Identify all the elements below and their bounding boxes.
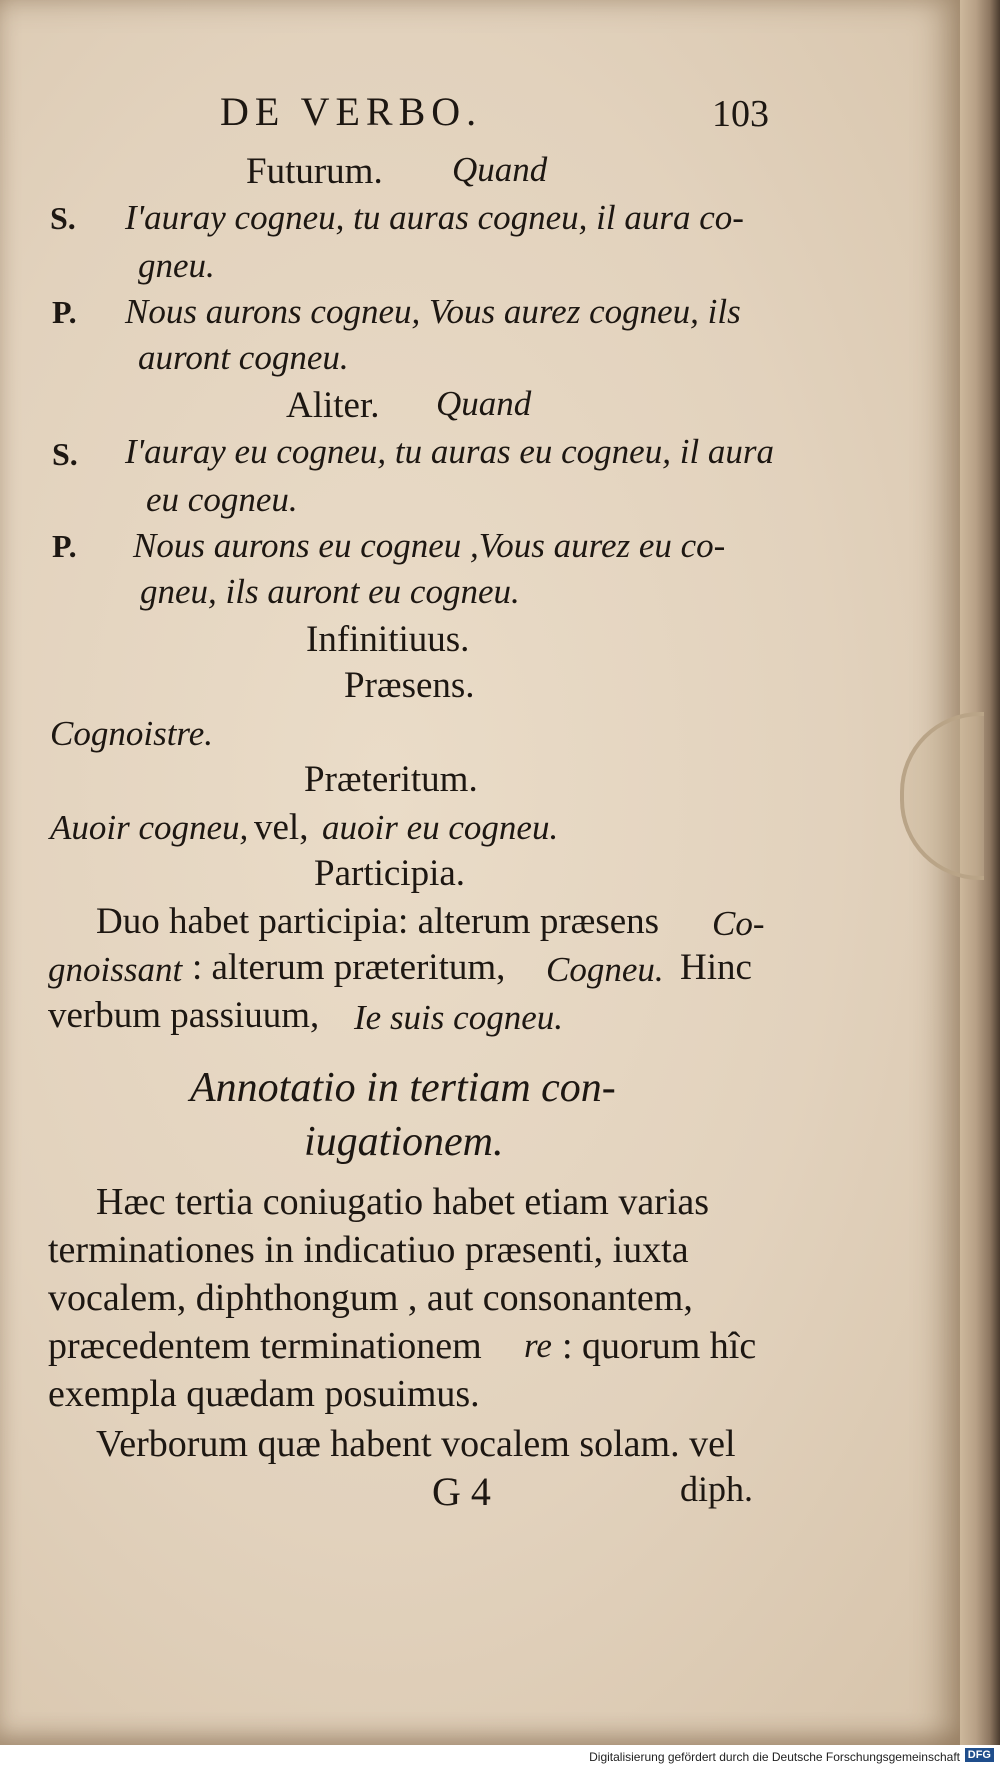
text-line: I'auray eu cogneu, tu auras eu cogneu, il aura	[125, 432, 775, 471]
text-line: terminationes in indicatiuo præsenti, iuxta	[48, 1229, 689, 1271]
text-line: gneu, ils auront eu cogneu.	[140, 572, 520, 611]
text-line: Auoir cogneu,	[50, 808, 249, 847]
text-line: Cognoistre.	[50, 714, 214, 753]
page-number: 103	[712, 93, 769, 135]
running-head: DE VERBO.	[220, 89, 483, 134]
text-line: Hinc	[680, 947, 752, 988]
catchword: diph.	[680, 1469, 754, 1509]
text-line: : alterum præteritum,	[192, 947, 506, 988]
text-line: Nous aurons cogneu, Vous aurez cogneu, ils	[125, 292, 741, 331]
text-line: : quorum hîc	[562, 1325, 757, 1367]
text-line: auoir eu cogneu.	[322, 808, 559, 847]
section-heading: Præsens.	[344, 665, 475, 706]
text-line: vocalem, diphthongum , aut consonantem,	[48, 1277, 693, 1319]
text-line: re	[524, 1326, 552, 1365]
annotation-heading: Annotatio in tertiam con-	[190, 1065, 616, 1111]
signature-mark: G 4	[432, 1469, 491, 1514]
dfg-logo-icon: DFG	[965, 1748, 994, 1762]
text-line: Nous aurons eu cogneu ,Vous aurez eu co-	[133, 526, 726, 565]
text-line: I'auray cogneu, tu auras cogneu, il aura co-	[125, 198, 744, 237]
text-line: eu cogneu.	[146, 480, 298, 519]
conjunction-label: Quand	[452, 150, 548, 189]
footer-bar	[0, 1745, 1000, 1769]
text-line: Ie suis cogneu.	[354, 998, 563, 1037]
plural-marker: P.	[52, 528, 77, 564]
section-heading: Participia.	[314, 853, 466, 894]
text-line: gnoissant	[48, 950, 183, 989]
section-heading: Infinitiuus.	[306, 619, 470, 660]
section-heading: Præteritum.	[304, 759, 478, 800]
text-line: auront cogneu.	[138, 338, 349, 377]
funding-credit: Digitalisierung gefördert durch die Deutsche Forschungsgemeinschaft	[589, 1750, 960, 1764]
singular-marker: S.	[52, 436, 78, 472]
text-line: Hæc tertia coniugatio habet etiam varias	[96, 1181, 710, 1223]
text-line: exempla quædam posuimus.	[48, 1373, 480, 1415]
text-line: Cogneu.	[546, 950, 664, 989]
text-line: Duo habet participia: alterum præsens	[96, 901, 660, 942]
tense-heading: Aliter.	[286, 385, 380, 426]
tense-heading: Futurum.	[246, 151, 383, 192]
singular-marker: S.	[50, 200, 76, 236]
text-line: gneu.	[138, 246, 215, 285]
text-line: verbum passiuum,	[48, 995, 320, 1036]
plural-marker: P.	[52, 294, 77, 330]
annotation-heading: iugationem.	[304, 1119, 504, 1165]
text-line: vel,	[254, 807, 309, 848]
text-line: præcedentem terminationem	[48, 1325, 482, 1367]
text-line: Co-	[712, 904, 765, 943]
text-line: Verborum quæ habent vocalem solam. vel	[96, 1423, 736, 1465]
conjunction-label: Quand	[436, 384, 532, 423]
